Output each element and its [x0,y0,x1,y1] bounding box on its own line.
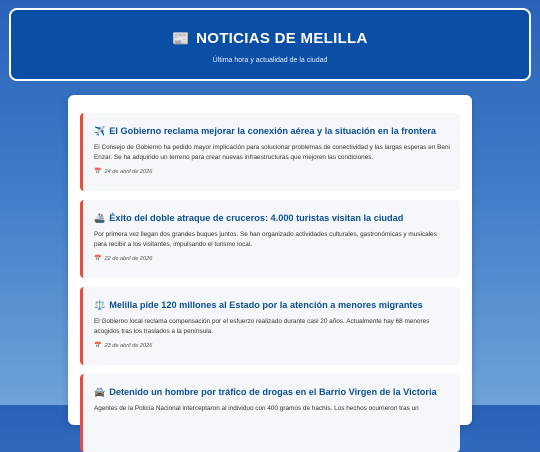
news-date [94,342,450,349]
airplane-icon: ✈️ [94,126,106,136]
news-date [94,168,450,175]
news-headline-text[interactable]: Melilla pide 120 millones al Estado por la atención a menores migrantes [109,300,423,310]
police-car-icon: 🚔 [94,387,106,397]
newspaper-icon: 📰 [172,30,191,46]
news-headline[interactable] [94,125,450,137]
news-headline-text[interactable]: Éxito del doble atraque de cruceros: 4.000 turistas visitan la ciudad [109,213,404,223]
news-date [94,255,450,262]
calendar-icon: 📅 [94,343,102,349]
news-card[interactable] [80,287,460,365]
news-date-text: 24 de abril de 2026 [104,168,153,175]
calendar-icon: 📅 [94,169,102,175]
news-date-text: 23 de abril de 2026 [104,342,153,349]
news-list [68,95,472,425]
news-summary: El Consejo de Gobierno ha pedido mayor implicación para solucionar problemas de conectividad y las largas esperas en Beni Enzar. Se ha adquirido un terreno para crear nuevas infraestructuras que mejoren las condiciones. [94,144,450,161]
news-headline[interactable] [94,212,450,224]
news-headline-text[interactable]: Detenido un hombre por tráfico de drogas en el Barrio Virgen de la Victoria [109,387,437,397]
calendar-icon: 📅 [94,256,102,262]
page-title [11,30,529,47]
page-subtitle: Última hora y actualidad de la ciudad [212,57,328,64]
news-card[interactable] [80,374,460,452]
page-title-text: NOTICIAS DE MELILLA [196,30,368,47]
news-headline-text[interactable]: El Gobierno reclama mejorar la conexión aérea y la situación en la frontera [109,126,437,136]
news-card[interactable] [80,200,460,278]
news-summary: Agentes de la Policía Nacional interceptaron al individuo con 400 gramos de hachís. Los hechos ocurrieron tras un [94,405,419,412]
news-card[interactable] [80,113,460,191]
news-summary: El Gobierno local reclama compensación por el esfuerzo realizado durante casi 20 años. Actualmente hay 68 menores acogidos tras los traslados a la península. [94,318,430,335]
news-date-text: 22 de abril de 2026 [104,255,153,262]
news-summary: Por primera vez llegan dos grandes buques juntos. Se han organizado actividades culturales, gastronómicas y musicales para recibir a los visitantes, impulsando el turismo local. [94,231,437,248]
news-headline[interactable] [94,386,450,398]
site-header [9,8,531,81]
ship-icon: 🚢 [94,213,106,223]
scales-icon: ⚖️ [94,300,106,310]
news-headline[interactable] [94,299,450,311]
